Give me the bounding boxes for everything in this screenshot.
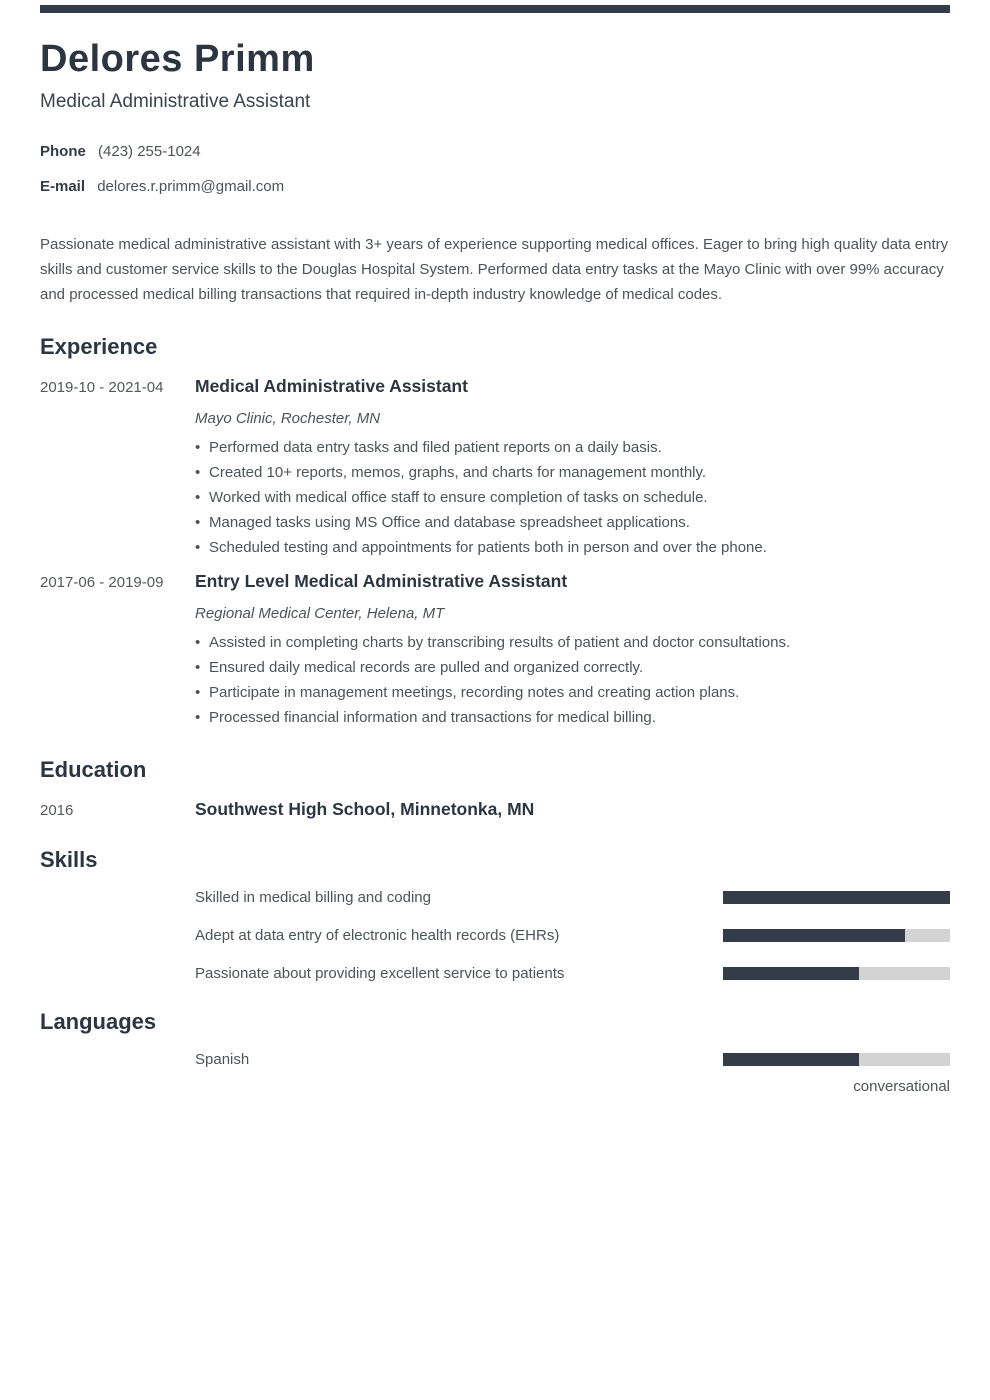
email-label: E-mail — [40, 177, 86, 195]
skill-label: Skilled in medical billing and coding — [195, 888, 431, 906]
education-details — [195, 799, 950, 820]
skill-level-bar — [723, 967, 950, 980]
job-bullet-list — [195, 630, 950, 730]
professional-summary: Passionate medical administrative assistant with 3+ years of experience supporting medical offices. Eager to bring high quality data entry skills and customer service skills to the Douglas Hospital System. Performed data entry tasks at the Mayo Clinic with over 99% accuracy and processed medical billing transactions that required in-depth industry knowledge of medical codes. — [40, 235, 949, 303]
job-bullet: • Scheduled testing and appointments for patients both in person and over the phone. — [195, 535, 950, 560]
skill-row — [195, 965, 950, 982]
contact-email-row — [40, 178, 950, 195]
job-bullet: • Created 10+ reports, memos, graphs, and charts for management monthly. — [195, 460, 950, 485]
job-bullet: • Participate in management meetings, recording notes and creating action plans. — [195, 680, 950, 705]
language-level-bar — [723, 1053, 950, 1066]
education-school: Southwest High School, Minnetonka, MN — [195, 798, 535, 819]
section-heading-experience: Experience — [40, 333, 158, 359]
section-heading-education: Education — [40, 756, 147, 782]
education-entry — [40, 799, 950, 820]
candidate-title: Medical Administrative Assistant — [40, 90, 311, 112]
experience-entry — [40, 571, 950, 730]
email-value: delores.r.primm@gmail.com — [97, 177, 285, 195]
candidate-name: Delores Primm — [40, 38, 315, 80]
skill-label: Adept at data entry of electronic health records (EHRs) — [195, 926, 560, 944]
contact-block — [40, 143, 950, 195]
skill-row — [195, 927, 950, 944]
job-bullet: • Performed data entry tasks and filed patient reports on a daily basis. — [195, 435, 950, 460]
job-details — [195, 376, 950, 560]
skill-level-fill — [723, 929, 905, 942]
job-bullet: • Ensured daily medical records are pulled and organized correctly. — [195, 655, 950, 680]
page-top-accent-bar — [40, 5, 950, 13]
job-title: Entry Level Medical Administrative Assistant — [195, 570, 568, 591]
job-bullet: • Worked with medical office staff to ensure completion of tasks on schedule. — [195, 485, 950, 510]
skill-label: Passionate about providing excellent service to patients — [195, 964, 565, 982]
job-bullet: • Processed financial information and transactions for medical billing. — [195, 705, 950, 730]
job-bullet-list — [195, 435, 950, 560]
job-dates: 2017-06 - 2019-09 — [40, 573, 164, 591]
skill-row — [195, 889, 950, 906]
education-date: 2016 — [40, 801, 74, 819]
job-dates: 2019-10 - 2021-04 — [40, 378, 164, 396]
job-company: Mayo Clinic, Rochester, MN — [195, 409, 381, 427]
job-title: Medical Administrative Assistant — [195, 375, 468, 396]
language-row — [195, 1051, 950, 1068]
job-details — [195, 571, 950, 730]
phone-label: Phone — [40, 142, 86, 160]
experience-entry — [40, 376, 950, 560]
section-heading-skills: Skills — [40, 846, 98, 872]
language-level-text: conversational — [853, 1077, 950, 1095]
skill-level-bar — [723, 929, 950, 942]
job-bullet: • Managed tasks using MS Office and database spreadsheet applications. — [195, 510, 950, 535]
contact-phone-row — [40, 143, 950, 160]
skill-level-fill — [723, 967, 859, 980]
language-label: Spanish — [195, 1050, 250, 1068]
phone-value: (423) 255-1024 — [98, 142, 201, 160]
language-level-fill — [723, 1053, 859, 1066]
section-heading-languages: Languages — [40, 1008, 157, 1034]
skill-level-fill — [723, 891, 950, 904]
job-bullet: • Assisted in completing charts by transcribing results of patient and doctor consultations. — [195, 630, 950, 655]
job-company: Regional Medical Center, Helena, MT — [195, 604, 445, 622]
skill-level-bar — [723, 891, 950, 904]
